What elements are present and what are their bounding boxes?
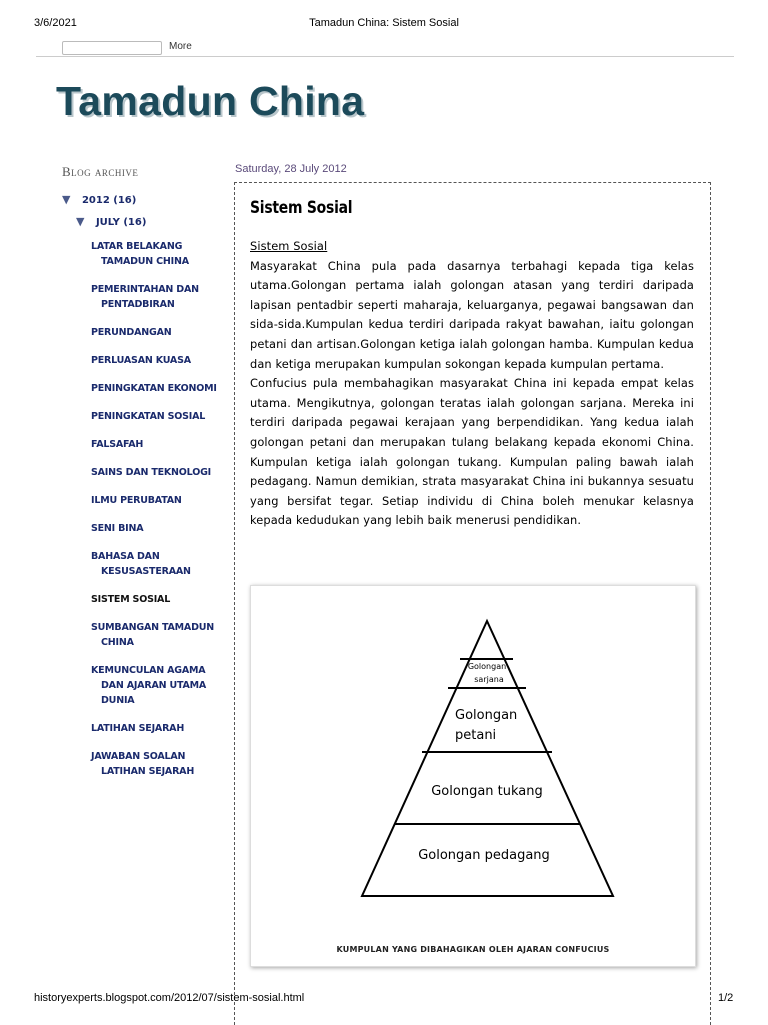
print-page-number: 1/2 [718, 992, 734, 1004]
pyramid-image[interactable] [250, 585, 696, 967]
post-paragraph: Confucius pula membahagikan masyarakat China ini kepada empat kelas utama. Mengikutnya, golongan teratas ialah golongan sarjana. Mereka ini terdiri daripada pegawai kerajaan yang berpendidikan. Yang kedua ialah golongan petani dan merupakan tulang belakang kepada ekonomi China. Kumpulan ketiga ialah golongan tukang. Kumpulan paling bawah ialah pedagang. Namun demikian, strata masyarakat China ini bukannya sesuatu yang bersifat tegar. Setiap individu di China boleh menukar kelasnya kepada kedudukan yang lebih baik menerusi pendidikan. [250, 376, 694, 528]
blog-title[interactable]: Tamadun China [56, 78, 365, 124]
archive-post-link[interactable]: LATIHAN SEJARAH [91, 723, 185, 734]
pyramid-tier-label: sarjana [474, 675, 504, 684]
navbar-more-link[interactable]: More [169, 41, 192, 52]
archive-post-link[interactable]: FALSAFAH [91, 439, 144, 450]
archive-post-link[interactable]: BAHASA DAN KESUSASTERAAN [91, 551, 191, 577]
print-url: historyexperts.blogspot.com/2012/07/sistem-sosial.html [34, 992, 305, 1004]
archive-post-link[interactable]: ILMU PERUBATAN [91, 495, 182, 506]
archive-post-link[interactable]: SENI BINA [91, 523, 144, 534]
print-page-title: Tamadun China: Sistem Sosial [309, 17, 459, 29]
pyramid-tier-label: Golongan tukang [431, 784, 543, 799]
archive-post-list [91, 239, 221, 792]
archive-month-count: (16) [123, 217, 147, 228]
archive-year-label[interactable]: 2012 [81, 195, 110, 206]
navbar-divider [36, 56, 734, 57]
expand-triangle-icon[interactable]: ▼ [62, 193, 71, 206]
post-body [250, 237, 694, 531]
pyramid-tier-label: Golongan pedagang [418, 848, 550, 863]
archive-post-link[interactable]: LATAR BELAKANG TAMADUN CHINA [91, 241, 189, 267]
archive-post-link[interactable]: PEMERINTAHAN DAN PENTADBIRAN [91, 284, 199, 310]
pyramid-diagram [251, 586, 695, 966]
pyramid-tier-label: Golongan [467, 662, 507, 671]
navbar-search-input[interactable] [62, 41, 162, 55]
archive-heading: Blog archive [62, 164, 139, 179]
archive-month-toggle[interactable] [76, 215, 146, 228]
archive-year-toggle[interactable] [62, 193, 136, 206]
pyramid-tier-label: Golongan [455, 708, 518, 723]
archive-post-link[interactable]: KEMUNCULAN AGAMA DAN AJARAN UTAMA DUNIA [91, 665, 207, 706]
archive-post-link[interactable]: PENINGKATAN SOSIAL [91, 411, 206, 422]
archive-post-link[interactable]: SUMBANGAN TAMADUN CHINA [91, 622, 215, 648]
archive-month-label[interactable]: JULY [95, 217, 120, 228]
pyramid-caption: KUMPULAN YANG DIBAHAGIKAN OLEH AJARAN CONFUCIUS [336, 945, 610, 954]
post-paragraph: Masyarakat China pula pada dasarnya terbahagi kepada tiga kelas utama.Golongan pertama ialah golongan atasan yang terdiri daripada lapisan pentadbir seperti maharaja, keluarganya, pegawai bangsawan dan sida-sida.Kumpulan kedua terdiri daripada rakyat bawahan, iaitu golongan petani dan artisan.Golongan ketiga ialah golongan hamba. Kumpulan kedua dan ketiga merupakan kumpulan sokongan kepada kumpulan pertama. [250, 258, 694, 371]
post-subtitle: Sistem Sosial [250, 239, 328, 253]
archive-post-link[interactable]: PERLUASAN KUASA [91, 355, 191, 366]
archive-year-count: (16) [113, 195, 137, 206]
archive-post-link[interactable]: PENINGKATAN EKONOMI [91, 383, 217, 394]
archive-post-link[interactable]: JAWABAN SOALAN LATIHAN SEJARAH [91, 751, 195, 777]
archive-post-link[interactable]: SAINS DAN TEKNOLOGI [91, 467, 212, 478]
archive-post-link[interactable]: PERUNDANGAN [91, 327, 172, 338]
archive-post-current: SISTEM SOSIAL [91, 594, 171, 605]
post-date: Saturday, 28 July 2012 [235, 163, 347, 175]
expand-triangle-icon[interactable]: ▼ [76, 215, 85, 228]
post-title[interactable]: Sistem Sosial [250, 198, 353, 218]
pyramid-tier-label: petani [455, 728, 497, 743]
print-date: 3/6/2021 [34, 17, 77, 29]
